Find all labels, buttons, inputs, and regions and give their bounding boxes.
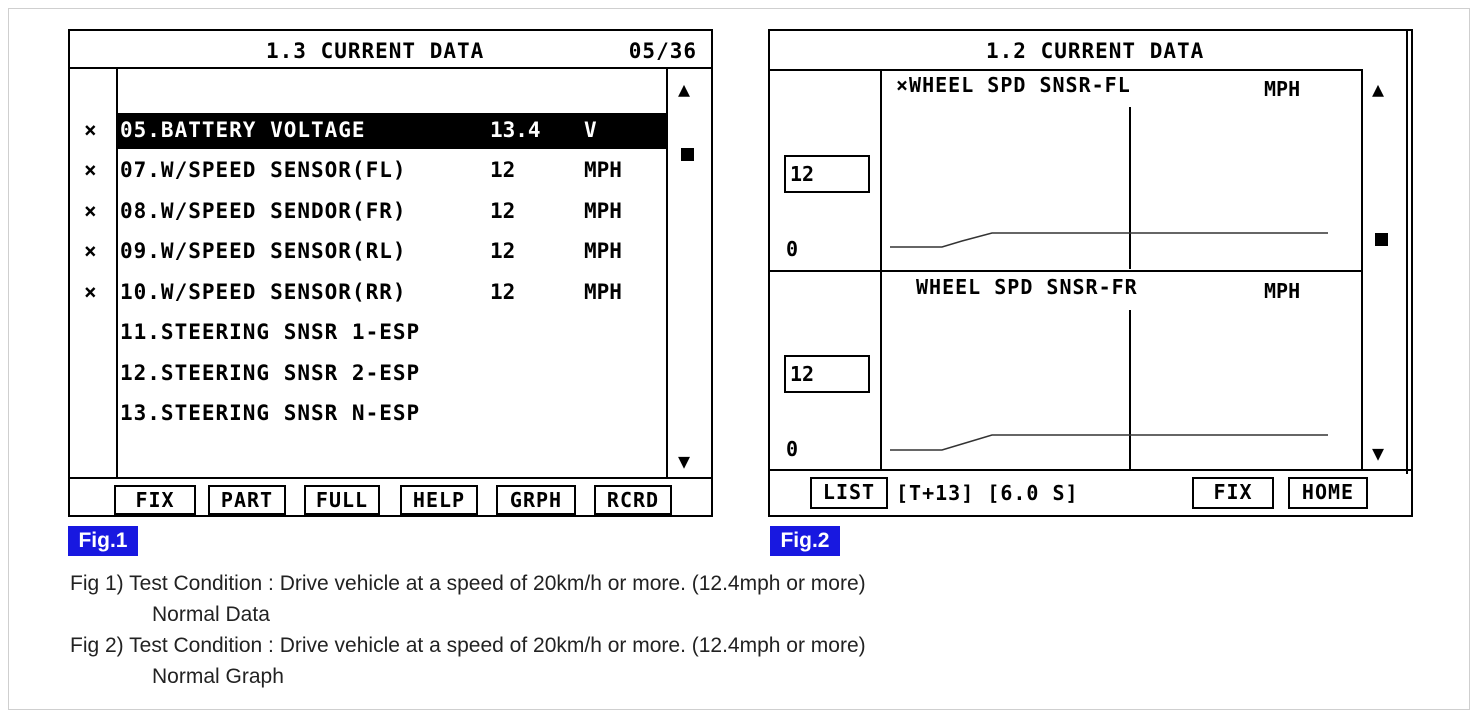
row-name: 12.STEERING SNSR 2-ESP: [120, 361, 421, 385]
row-name: 05.BATTERY VOLTAGE: [120, 118, 366, 142]
row-value: 12: [490, 158, 516, 182]
graph1-value-box: 12: [784, 155, 870, 193]
time-info: [T+13] [6.0 S]: [896, 481, 1079, 505]
scroll-up-icon[interactable]: ▲: [1372, 77, 1385, 101]
row-value: 12: [490, 239, 516, 263]
row-name: 11.STEERING SNSR 1-ESP: [120, 320, 421, 344]
caption-fig2-condition: Fig 2) Test Condition : Drive vehicle at a speed of 20km/h or more. (12.4mph or more): [70, 634, 866, 657]
fix-button[interactable]: FIX: [114, 485, 196, 515]
graph2-title: WHEEL SPD SNSR-FR: [916, 275, 1138, 299]
row-unit: MPH: [584, 158, 622, 182]
list-button[interactable]: LIST: [810, 477, 888, 509]
row-value: 13.4: [490, 118, 541, 142]
fig1-title: 1.3 CURRENT DATA: [266, 39, 485, 63]
row-value: 12: [490, 199, 516, 223]
full-button[interactable]: FULL: [304, 485, 380, 515]
data-row-wspeed-rr[interactable]: [70, 275, 668, 309]
graph1-title: ×WHEEL SPD SNSR-FL: [896, 73, 1131, 97]
caption-fig2-result: Normal Graph: [152, 665, 284, 688]
data-row-steering-2[interactable]: [70, 356, 668, 390]
fix-button[interactable]: FIX: [1192, 477, 1274, 509]
data-row-wspeed-fl[interactable]: [70, 153, 668, 187]
data-row-steering-n[interactable]: [70, 396, 668, 430]
row-name: 13.STEERING SNSR N-ESP: [120, 401, 421, 425]
scroll-thumb[interactable]: [1375, 233, 1388, 246]
row-value: 12: [490, 280, 516, 304]
graph2-trace: [890, 435, 1328, 450]
graph1-trace: [890, 233, 1328, 247]
home-button[interactable]: HOME: [1288, 477, 1368, 509]
row-name: 10.W/SPEED SENSOR(RR): [120, 280, 407, 304]
row-unit: V: [584, 118, 597, 142]
rcrd-button[interactable]: RCRD: [594, 485, 672, 515]
graph2-zero-label: 0: [786, 437, 799, 461]
data-row-wspeed-rl[interactable]: [70, 234, 668, 268]
fig2-scanner-screen: [768, 29, 1413, 517]
scroll-down-icon[interactable]: ▼: [678, 449, 691, 473]
row-unit: MPH: [584, 199, 622, 223]
row-name: 09.W/SPEED SENSOR(RL): [120, 239, 407, 263]
data-row-steering-1[interactable]: [70, 315, 668, 349]
row-unit: MPH: [584, 239, 622, 263]
fig2-label: Fig.2: [770, 526, 840, 556]
graph1-unit: MPH: [1264, 77, 1301, 101]
fig1-header: [70, 31, 711, 69]
fig1-page-counter: 05/36: [628, 39, 697, 63]
scroll-up-icon[interactable]: ▲: [678, 77, 691, 101]
fig2-title: 1.2 CURRENT DATA: [986, 39, 1205, 63]
part-button[interactable]: PART: [208, 485, 286, 515]
row-fix-mark: ×: [84, 239, 97, 263]
data-row-wspeed-fr[interactable]: [70, 194, 668, 228]
scroll-thumb[interactable]: [681, 148, 694, 161]
caption-fig1-condition: Fig 1) Test Condition : Drive vehicle at a speed of 20km/h or more. (12.4mph or more): [70, 572, 866, 595]
graph1-plot: [882, 71, 1360, 269]
row-unit: MPH: [584, 280, 622, 304]
grph-button[interactable]: GRPH: [496, 485, 576, 515]
row-name: 07.W/SPEED SENSOR(FL): [120, 158, 407, 182]
graph2-unit: MPH: [1264, 279, 1301, 303]
fig2-footer-divider: [770, 469, 1411, 471]
graph1-zero-label: 0: [786, 237, 799, 261]
fig1-scanner-screen: [68, 29, 713, 517]
help-button[interactable]: HELP: [400, 485, 478, 515]
scroll-down-icon[interactable]: ▼: [1372, 441, 1385, 465]
row-name: 08.W/SPEED SENDOR(FR): [120, 199, 407, 223]
data-row-battery-voltage[interactable]: [70, 113, 668, 147]
fig1-label: Fig.1: [68, 526, 138, 556]
row-fix-mark: ×: [84, 118, 97, 142]
graph2-value-box: 12: [784, 355, 870, 393]
graph2-plot: [882, 272, 1360, 469]
row-fix-mark: ×: [84, 280, 97, 304]
row-fix-mark: ×: [84, 199, 97, 223]
row-fix-mark: ×: [84, 158, 97, 182]
fig2-outer-edge: [1406, 29, 1408, 474]
fig1-footer-divider: [70, 477, 711, 479]
caption-fig1-result: Normal Data: [152, 603, 270, 626]
